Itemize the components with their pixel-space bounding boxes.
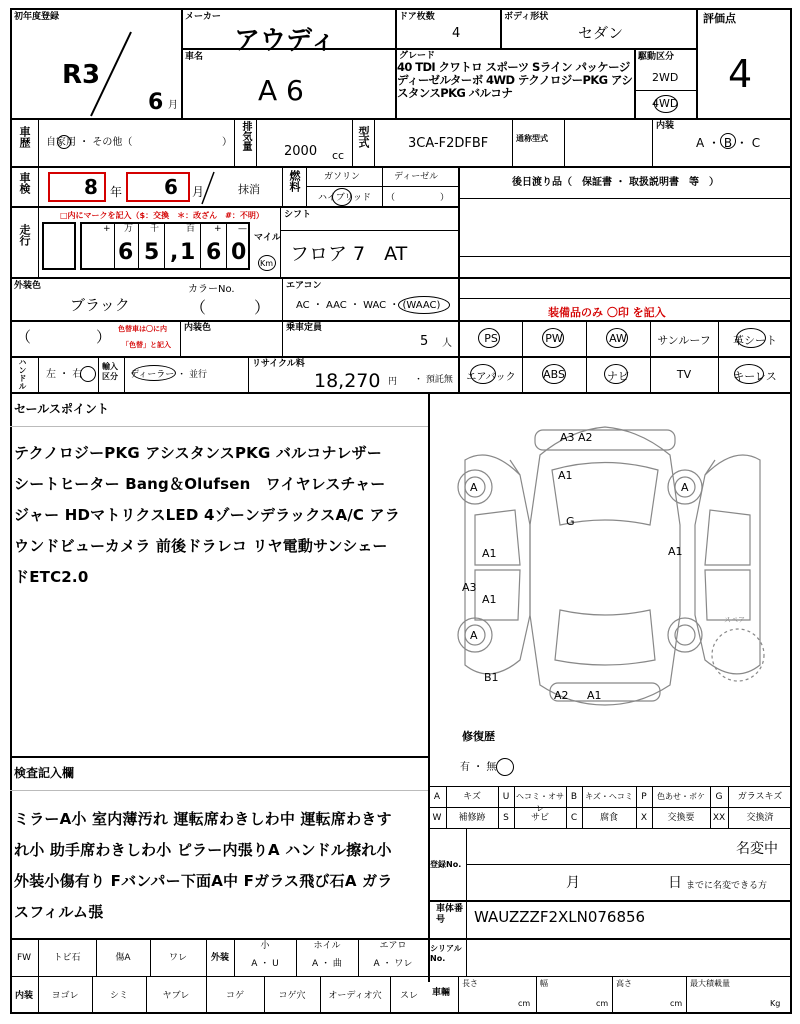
height-label: 高さ (616, 979, 632, 988)
legend-a: A (433, 792, 441, 802)
legend-hekomi: ヘコミ・オサレ (516, 792, 564, 813)
spare-label: スペア (724, 616, 745, 624)
equip-pw-circle (542, 328, 564, 348)
naisou-koge: コゲ (225, 991, 244, 1001)
color-change-paren-open: （ (16, 328, 32, 346)
sales-line-2: シートヒーター Bang＆Olufsen ワイヤレスチャー (14, 475, 386, 493)
serial-label: シリアルNo. (430, 944, 462, 963)
handle-value: 左 ・ 右 (46, 369, 83, 380)
recycle-label: リサイクル料 (252, 359, 305, 369)
car-diagram (440, 415, 785, 715)
repair-none-circle (496, 758, 514, 776)
legend-b: B (570, 792, 578, 802)
unit-hyaku: 百 (186, 224, 196, 234)
equip-abs: ABS (543, 368, 565, 381)
score-value: 4 (728, 52, 753, 96)
sales-line-3: ジャー HDマトリクスLED 4ゾーンデラックスA/C アラ (14, 506, 400, 524)
fw-tobiishi: トビ石 (53, 953, 81, 963)
recycle-yen: 円 (388, 377, 398, 387)
mark-a-front-left: A (470, 481, 478, 494)
slash-mark (85, 30, 135, 120)
first-reg-month: 6 (148, 90, 164, 115)
mark-a2-rear: A2 (554, 689, 569, 702)
legend-xx: XX (712, 813, 726, 823)
usage-circle (57, 135, 71, 149)
equip-airbag-circle (470, 364, 496, 384)
grade-label: グレード (399, 51, 436, 61)
gaisou-label: 外装 (210, 953, 229, 963)
drive-4wd: 4WD (652, 97, 679, 110)
recycle-deposit: ・ 預託無 (414, 375, 453, 385)
inspection-line-2: れ小 助手席わきしわ小 ピラー内張りA ハンドル擦れ小 (14, 841, 392, 859)
legend-glass: ガラスキズ (737, 792, 783, 802)
legend-koukanyou: 交換要 (667, 813, 695, 823)
equip-sunroof: サンルーフ (657, 334, 711, 347)
sales-line-1: テクノロジーPKG アシスタンスPKG バルコナレザー (14, 444, 383, 462)
shift-value: フロア 7 AT (290, 243, 408, 265)
displacement-value: 2000 (284, 144, 318, 159)
usage-value: 自家用 ・ その他（ (46, 137, 133, 148)
mark-a1-right: A1 (668, 545, 683, 558)
capacity-unit: 人 (442, 338, 452, 349)
mark-a3-left: A3 (462, 581, 477, 594)
mileage-label: 走行 (18, 224, 31, 246)
mark-a-rear-left: A (470, 629, 478, 642)
inspection-line-1: ミラーA小 室内薄汚れ 運転席わきしわ中 運転席わきす (14, 810, 392, 828)
equip-navi: ナビ (607, 370, 629, 383)
fuel-diesel: ディーゼル (394, 172, 439, 182)
naisou-audio: オーディオ穴 (328, 991, 382, 1001)
aircon-label: エアコン (286, 281, 322, 291)
mileage-mark-box (42, 222, 76, 270)
gaisou-small: 小 (260, 941, 270, 951)
body-value: セダン (578, 24, 624, 42)
drive-label: 駆動区分 (638, 52, 675, 62)
unit-sen: 千 (150, 224, 160, 234)
color-change-paren-close: ） (96, 328, 112, 346)
equip-ps: PS (484, 332, 498, 345)
mark-a1-left: A1 (482, 547, 497, 560)
legend-fushoku: 腐食 (599, 813, 618, 823)
reg-month: 月 (566, 875, 580, 891)
after-items-label: 後日渡り品（ 保証書 ・ 取扱説明書 等 ） (512, 177, 719, 188)
slash-mark-2 (200, 170, 216, 206)
import-value: ディーラー ・ 並行 (130, 370, 208, 380)
cc-unit: cc (332, 149, 345, 162)
import-dealer-circle (132, 365, 176, 381)
naisou-yogore: ヨゴレ (51, 991, 79, 1001)
equip-pw: PW (545, 332, 563, 345)
shaken-month-box (126, 172, 190, 202)
equip-aw-circle (606, 328, 628, 348)
carname-label: 車名 (185, 52, 204, 62)
equip-keyless-circle (734, 364, 764, 384)
legend-sabi: サビ (530, 813, 549, 823)
interior-value: A ・ B ・ C (696, 136, 761, 150)
legend-c: C (570, 813, 578, 823)
equip-ps-circle (478, 328, 500, 348)
usage-close: ） (222, 137, 232, 148)
mark-a3-a2: A3 A2 (560, 431, 593, 444)
equip-airbag: エアバック (466, 372, 516, 383)
naisou-sure: スレ (399, 991, 418, 1001)
mark-a1-hood: A1 (558, 469, 573, 482)
shaken-label: 車検 (18, 172, 31, 194)
model-value: 3CA-F2DFBF (408, 136, 489, 151)
shareki-label: 車歴 (18, 126, 31, 148)
legend-kizu-hekomi: キズ・ヘコミ (585, 792, 633, 801)
aircon-value: AC ・ AAC ・ WAC ・ (WAAC) (296, 300, 441, 311)
month-unit-2: 月 (192, 185, 205, 199)
naisou-shimi: シミ (109, 991, 128, 1001)
gaisou-aero-val: A ・ ワレ (373, 959, 413, 969)
legend-hoshu: 補修跡 (458, 813, 486, 823)
fuel-gasoline: ガソリン (324, 172, 361, 182)
legend-kizu: キズ (463, 792, 481, 802)
length-label: 長さ (462, 979, 478, 988)
masshou: 抹消 (238, 183, 260, 196)
handle-label: ハンドル (18, 358, 27, 390)
naisou-yabure: ヤブレ (162, 991, 190, 1001)
length-cm: cm (518, 999, 531, 1008)
legend-koukanzumi: 交換済 (746, 813, 774, 823)
mark-a1-left-rear: A1 (482, 593, 497, 606)
drive-2wd: 2WD (652, 71, 679, 84)
inspection-line-4: スフィルム張 (14, 903, 104, 921)
vin-label: 車体番号 (436, 904, 464, 925)
mileage-comma: , (170, 240, 179, 265)
repair-label: 修復歴 (462, 730, 495, 743)
inspection-title: 検査記入欄 (14, 766, 75, 780)
reg-day: 日 (668, 875, 682, 891)
carname-value: A 6 (258, 74, 304, 107)
equip-keyless: キーレス (733, 370, 777, 383)
import-label: 輸入区分 (102, 362, 118, 381)
equip-leather: 革シート (733, 334, 777, 347)
recycle-value: 18,270 (314, 370, 381, 392)
color-label: 外装色 (14, 281, 42, 291)
unit-plus: + (103, 224, 111, 234)
doors-label: ドア枚数 (399, 12, 435, 22)
km-label: Km (260, 259, 274, 268)
score-label: 評価点 (703, 12, 736, 25)
fuel-label: 燃料 (288, 170, 301, 192)
year-unit: 年 (110, 185, 123, 199)
mark-a1-rear: A1 (587, 689, 602, 702)
naisou-label: 内装 (14, 991, 33, 1001)
mileage-digit-1: 6 (118, 240, 134, 265)
mileage-digit-3: 1 (180, 240, 196, 265)
shaken-month: 6 (164, 175, 178, 199)
legend-w: W (432, 813, 442, 823)
vin-value: WAUZZZF2XLN076856 (474, 908, 646, 926)
gaisou-wheel: ホイル (313, 941, 341, 951)
mileage-digit-4: 6 (206, 240, 222, 265)
mileage-digit-2: 5 (144, 240, 160, 265)
model-label: 型式 (357, 126, 370, 148)
fuel-paren: （ ） (386, 193, 450, 203)
mark-b1: B1 (484, 671, 499, 684)
first-reg-label: 初年度登録 (14, 12, 60, 22)
capacity-label: 乗車定員 (286, 323, 323, 333)
fw-kizu-a: 傷A (115, 953, 131, 963)
displacement-label: 排気量 (240, 121, 251, 151)
maker-value: アウディ (234, 26, 336, 56)
legend-iroase: 色あせ・ボケ (657, 792, 705, 801)
month-unit: 月 (168, 100, 178, 111)
width-cm: cm (596, 999, 609, 1008)
weight-kg: Kg (770, 999, 781, 1008)
equip-aw: AW (609, 332, 627, 345)
equip-title: 装備品のみ 〇印 を記入 (548, 306, 666, 319)
fw-label: FW (16, 953, 32, 963)
doors-value: 4 (452, 26, 461, 41)
equip-tv: TV (676, 368, 692, 381)
naisou-kogeana: コゲ穴 (278, 991, 306, 1001)
legend-g: G (715, 792, 723, 802)
unit-ten: + (214, 224, 222, 234)
interior-b-circle (720, 133, 736, 149)
mileage-digit-5: 0 (231, 240, 247, 265)
width-label: 幅 (540, 979, 548, 988)
gaisou-aero: エアロ (379, 941, 407, 951)
height-cm: cm (670, 999, 683, 1008)
body-label: ボディ形状 (504, 12, 549, 22)
grade-value: 40 TDI クワトロ スポーツ Sライン パッケージ ディーゼルターボ 4WD テクノロジーPKG アシスタンスPKG バルコナ (397, 60, 633, 100)
equip-navi-circle (604, 364, 628, 384)
registration-label: 登録No. (430, 860, 462, 869)
sales-line-4: ウンドビューカメラ 前後ドラレコ リヤ電動サンシェー (14, 537, 388, 555)
interior-label: 内装 (656, 121, 675, 131)
shift-label: シフト (284, 210, 312, 220)
equip-abs-circle (542, 364, 566, 384)
legend-x: X (640, 813, 648, 823)
capacity-value: 5 (420, 334, 429, 349)
colorchange-note2: 「色替」と記入 (122, 341, 171, 349)
fuel-hybrid-circle (332, 188, 352, 206)
tsusho-label: 通称型式 (516, 134, 548, 143)
aircon-waac-circle (398, 296, 450, 314)
maker-label: メーカー (185, 12, 221, 22)
mark-a-front-right: A (681, 481, 689, 494)
legend-s: S (503, 813, 509, 823)
gaisou-wheel-val: A ・ 曲 (312, 959, 342, 969)
weight-label: 最大積載量 (690, 979, 730, 988)
mileage-note: □内にマークを記入（$：交換 ＊：改ざん #：不明） (60, 211, 264, 220)
reg-deadline: までに名変できる方 (686, 881, 768, 891)
equip-leather-circle (736, 328, 766, 348)
legend-u: U (502, 792, 510, 802)
colorno-label: カラーNo. (188, 284, 235, 295)
gaisou-small-val: A ・ U (251, 959, 279, 969)
handle-right-circle (80, 366, 96, 382)
inner-color-label: 内装色 (184, 323, 212, 333)
first-reg-year: R3 (62, 60, 101, 90)
unit-one: — (238, 224, 247, 234)
fuel-hybrid: ハイブリッド (318, 193, 372, 203)
colorno-paren: （ ） (190, 298, 271, 317)
repair-value: 有 ・ 無 (460, 762, 497, 773)
size-label: 車輛 (432, 988, 451, 998)
colorchange-note1: 色替車は〇に内 (118, 325, 167, 333)
name-change: 名変中 (736, 841, 778, 857)
inspection-line-3: 外装小傷有り Fバンパー下面A中 Fガラス飛び石A ガラ (14, 872, 393, 890)
sales-title: セールスポイント (14, 402, 109, 416)
unit-man: 万 (124, 224, 134, 234)
sales-line-5: ドETC2.0 (14, 568, 89, 586)
shaken-year: 8 (84, 175, 98, 199)
color-value: ブラック (70, 296, 130, 314)
mark-g: G (566, 515, 575, 528)
fw-ware: ワレ (168, 953, 187, 963)
mile-label: マイル (254, 233, 281, 243)
legend-p: P (641, 792, 647, 802)
